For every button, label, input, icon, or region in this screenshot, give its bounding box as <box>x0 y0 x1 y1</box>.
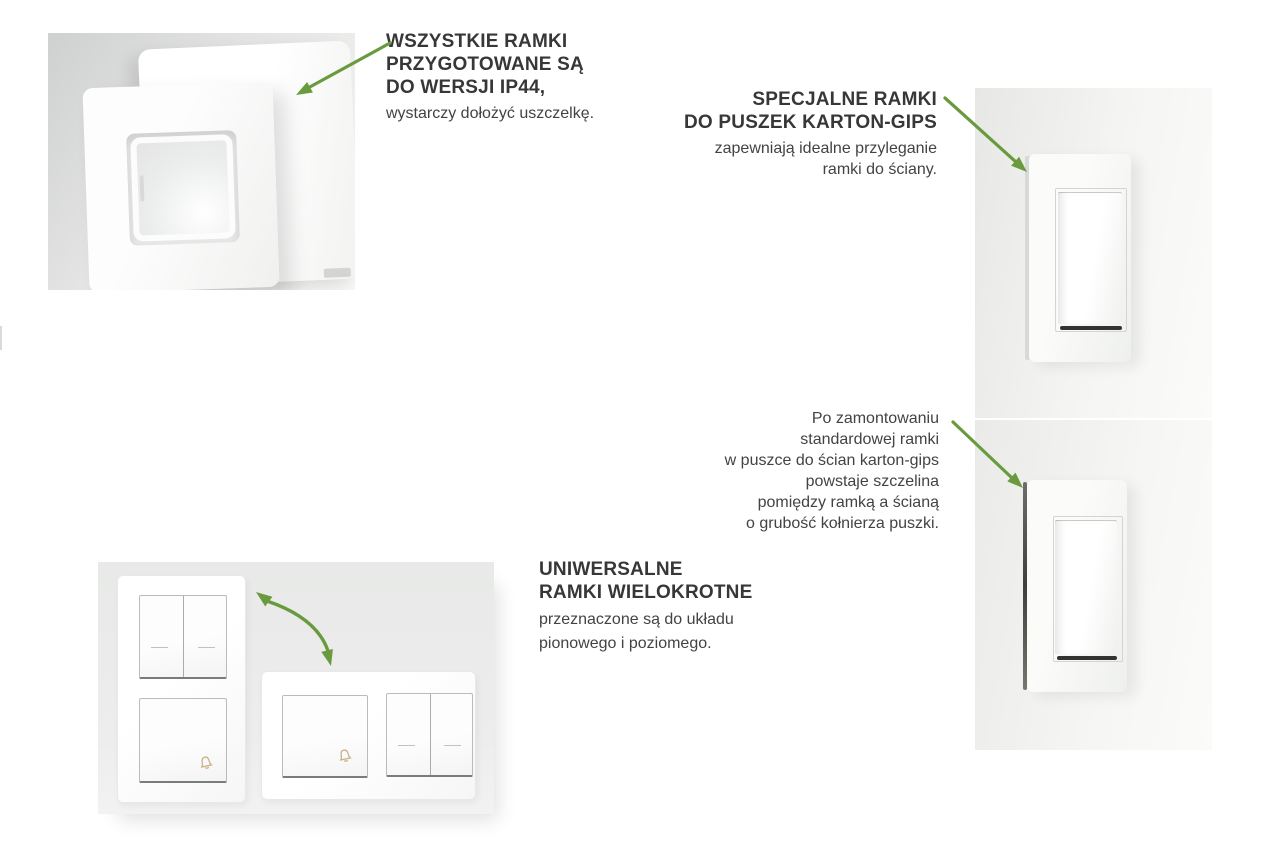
bell-switch <box>282 695 368 778</box>
callout-ip44-heading-line: WSZYSTKIE RAMKI <box>386 31 568 52</box>
double-rocker-switch <box>139 595 227 679</box>
callout-gap-note-line: standardowej ramki <box>800 431 939 448</box>
switch-frame-flush <box>1025 154 1131 362</box>
bell-icon <box>197 754 216 773</box>
callout-gap-note-line: pomiędzy ramką a ścianą <box>757 494 939 511</box>
callout-universal-body-line: pionowego i poziomego. <box>539 635 712 652</box>
rocker-slit <box>1057 656 1117 660</box>
callout-ip44-body-line: wystarczy dołożyć uszczelkę. <box>386 105 595 122</box>
callout-kartongips-heading-line: DO PUSZEK KARTON-GIPS <box>684 112 937 133</box>
horizontal-double-frame <box>261 671 476 800</box>
rocker-divider <box>183 596 184 677</box>
frame-clip <box>324 268 351 278</box>
callout-universal-heading-line: UNIWERSALNE <box>539 559 683 580</box>
bell-icon <box>336 747 355 766</box>
callout-gap-note-line: w puszce do ścian karton-gips <box>724 452 939 469</box>
callout-gap-note <box>639 408 939 534</box>
rocker-mark <box>398 745 415 746</box>
callout-kartongips-heading-line: SPECJALNE RAMKI <box>752 89 937 110</box>
callout-gap-note-line: Po zamontowaniu <box>811 410 939 427</box>
rocker-mark <box>444 745 461 746</box>
callout-kartongips <box>607 88 937 180</box>
rocker-mark <box>198 647 215 648</box>
rubber-gasket <box>130 134 236 241</box>
callout-ip44-heading-line: PRZYGOTOWANE SĄ <box>386 54 584 75</box>
rocker-slit <box>1060 326 1122 330</box>
callout-gap-note-line: o grubość kołnierza puszki. <box>746 515 939 532</box>
front-frame-with-gasket <box>82 82 279 290</box>
frame-opening <box>126 130 240 246</box>
switch-frame-with-gap <box>1023 480 1127 692</box>
photo-ip44-frame-with-gasket <box>48 33 355 290</box>
double-rocker-switch <box>386 693 473 777</box>
callout-kartongips-body-line: zapewniają idealne przyleganie <box>714 140 937 157</box>
vertical-double-frame <box>117 575 246 803</box>
rocker-mark <box>151 647 168 648</box>
callout-kartongips-body-line: ramki do ściany. <box>822 161 937 178</box>
photo-switch-flush-wall <box>975 88 1212 418</box>
gasket-slot <box>140 175 145 201</box>
callout-universal <box>539 558 809 656</box>
photo-multiple-frames <box>98 562 494 814</box>
switch-rocker <box>1058 192 1122 324</box>
switch-rocker <box>1055 520 1117 654</box>
rocker-divider <box>430 694 431 775</box>
scan-edge-artifact <box>0 326 2 350</box>
photo-switch-gap-wall <box>975 420 1212 750</box>
callout-universal-body-line: przeznaczone są do układu <box>539 611 734 628</box>
callout-universal-heading-line: RAMKI WIELOKROTNE <box>539 582 753 603</box>
callout-ip44-heading-line: DO WERSJI IP44, <box>386 77 546 98</box>
bell-switch <box>139 698 227 783</box>
callout-gap-note-line: powstaje szczelina <box>805 473 939 490</box>
